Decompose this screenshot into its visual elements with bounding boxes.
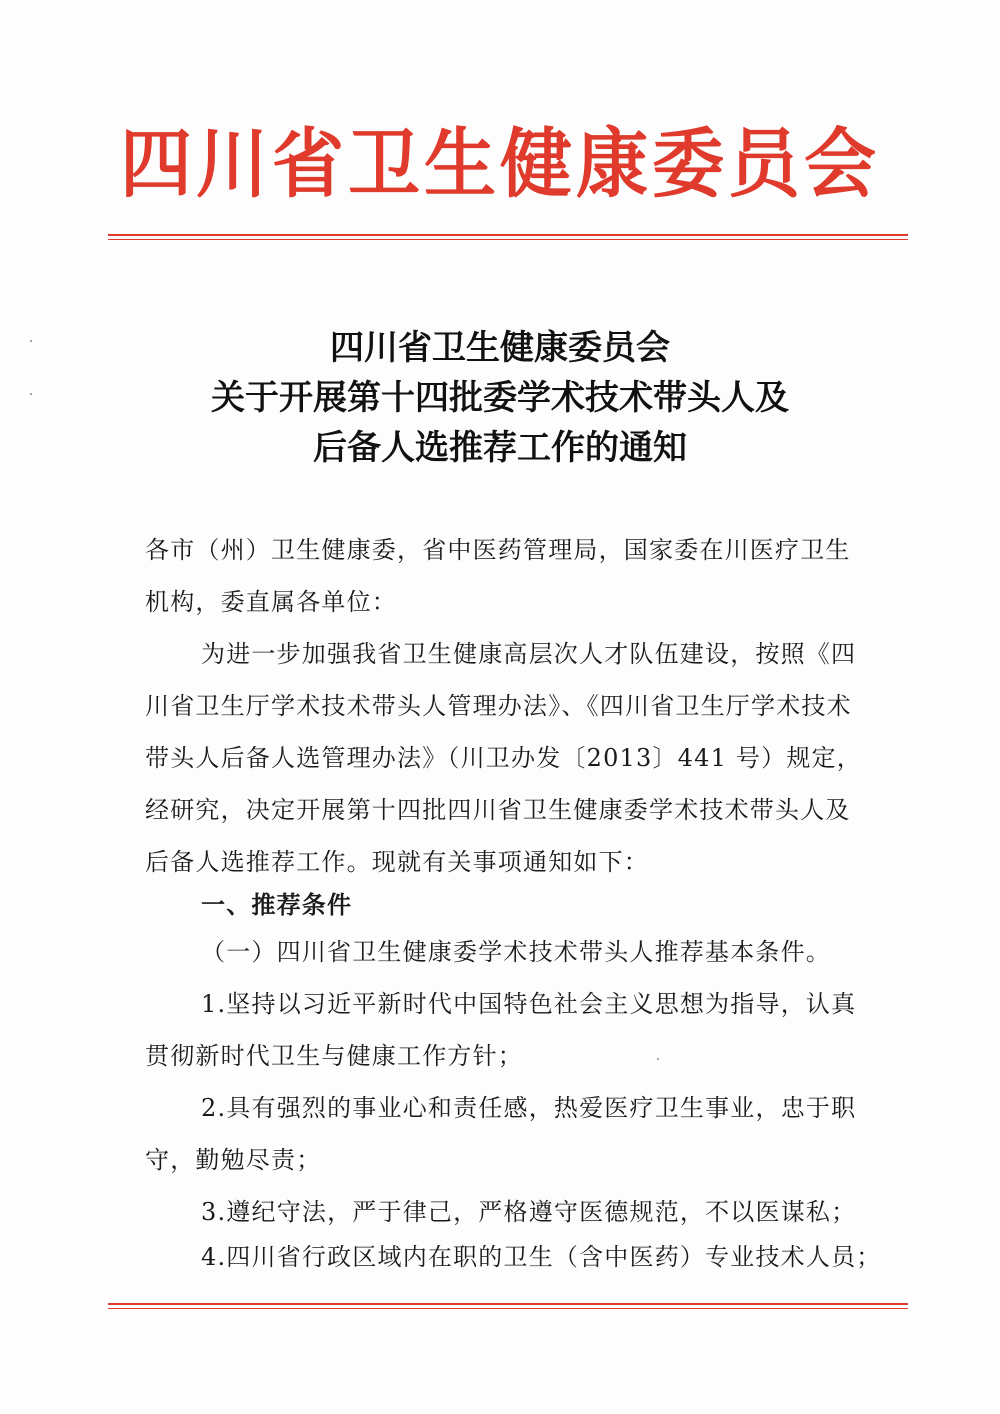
paragraph-line: 川省卫生厅学术技术带头人管理办法》、《四川省卫生厅学术技术 [145, 692, 852, 720]
paragraph-line: 带头人后备人选管理办法》（川卫办发〔2013〕441 号）规定， [145, 744, 862, 772]
scan-speck [30, 340, 32, 342]
document-title-line-3: 后备人选推荐工作的通知 [313, 428, 687, 468]
paragraph-line: 为进一步加强我省卫生健康高层次人才队伍建设，按照《四 [201, 640, 857, 668]
scan-speck [657, 1058, 659, 1060]
red-rule-thick-line [108, 1303, 908, 1305]
salutation-line-1: 各市（州）卫生健康委，省中医药管理局，国家委在川医疗卫生 [145, 536, 851, 564]
paragraph-line: 后备人选推荐工作。现就有关事项通知如下： [145, 848, 649, 876]
document-title-line-2: 关于开展第十四批委学术技术带头人及 [211, 378, 789, 418]
list-item-3: 3.遵纪守法，严于律己，严格遵守医德规范，不以医谋私； [201, 1198, 857, 1226]
footer-red-rule [108, 1303, 908, 1310]
red-rule-thick-line [108, 234, 908, 236]
list-item-2-line-2: 守，勤勉尽责； [145, 1146, 322, 1174]
paragraph-line: 经研究，决定开展第十四批四川省卫生健康委学术技术带头人及 [145, 796, 851, 824]
red-rule-thin-line [108, 239, 908, 240]
scan-speck [30, 393, 32, 395]
salutation-line-2: 机构，委直属各单位： [145, 588, 397, 616]
masthead-title: 四川省卫生健康委员会 [119, 119, 880, 209]
masthead-red-rule [108, 234, 908, 241]
section-heading: 一、推荐条件 [201, 891, 353, 919]
red-rule-thin-line [108, 1308, 908, 1309]
subsection-heading: （一）四川省卫生健康委学术技术带头人推荐基本条件。 [201, 938, 831, 966]
list-item-1-line-2: 贯彻新时代卫生与健康工作方针； [145, 1042, 523, 1070]
list-item-4: 4.四川省行政区域内在职的卫生（含中医药）专业技术人员； [201, 1243, 882, 1271]
list-item-1-line-1: 1.坚持以习近平新时代中国特色社会主义思想为指导，认真 [201, 990, 857, 1018]
document-title-line-1: 四川省卫生健康委员会 [330, 328, 670, 368]
list-item-2-line-1: 2.具有强烈的事业心和责任感，热爱医疗卫生事业，忠于职 [201, 1094, 857, 1122]
